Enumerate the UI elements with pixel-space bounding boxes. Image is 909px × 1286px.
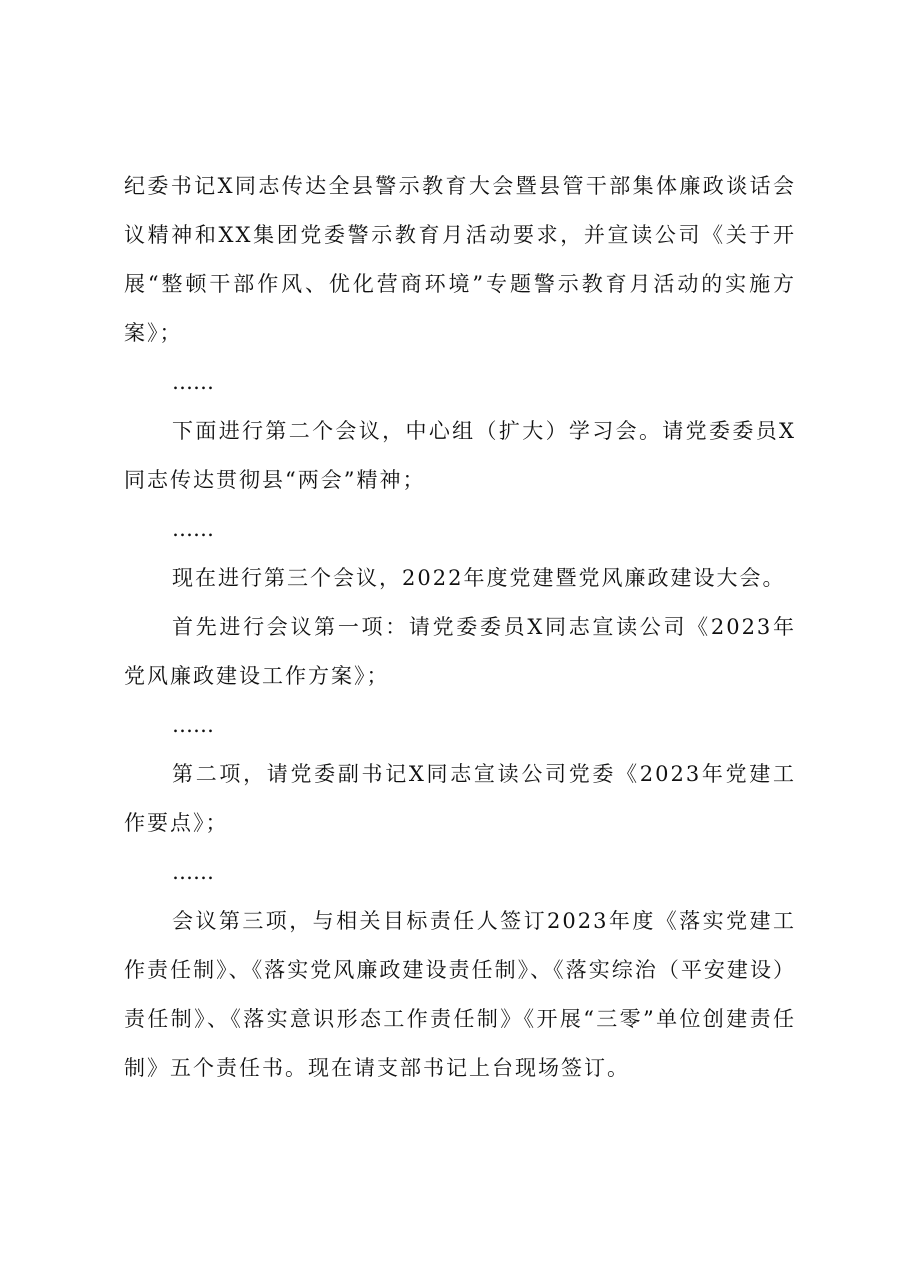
- paragraph-item-one: 首先进行会议第一项：请党委委员X同志宣读公司《2023年党风廉政建设工作方案》；: [124, 615, 796, 688]
- paragraph-item-two: 第二项，请党委副书记X同志宣读公司党委《2023年党建工作要点》；: [124, 762, 796, 835]
- omission-ellipsis: ……: [172, 517, 214, 541]
- omission-ellipsis: ……: [172, 713, 214, 737]
- paragraph-second-meeting: 下面进行第二个会议，中心组（扩大）学习会。请党委委员X同志传达贯彻县“两会”精神；: [124, 419, 796, 492]
- omission-ellipsis: ……: [172, 860, 214, 884]
- omission-ellipsis: ……: [172, 370, 214, 394]
- document-body: [124, 162, 796, 1093]
- paragraph-item-three: 会议第三项，与相关目标责任人签订2023年度《落实党建工作责任制》、《落实党风廉政建设责任制》、《落实综治（平安建设）责任制》、《落实意识形态工作责任制》《开展“三零”单位创建责任制》五个责任书。现在请支部书记上台现场签订。: [124, 909, 796, 1080]
- paragraph-warning-education: 纪委书记X同志传达全县警示教育大会暨县管干部集体廉政谈话会议精神和XX集团党委警示教育月活动要求，并宣读公司《关于开展“整顿干部作风、优化营商环境”专题警示教育月活动的实施方案》；: [124, 174, 796, 345]
- paragraph-third-meeting: 现在进行第三个会议，2022年度党建暨党风廉政建设大会。: [172, 566, 786, 590]
